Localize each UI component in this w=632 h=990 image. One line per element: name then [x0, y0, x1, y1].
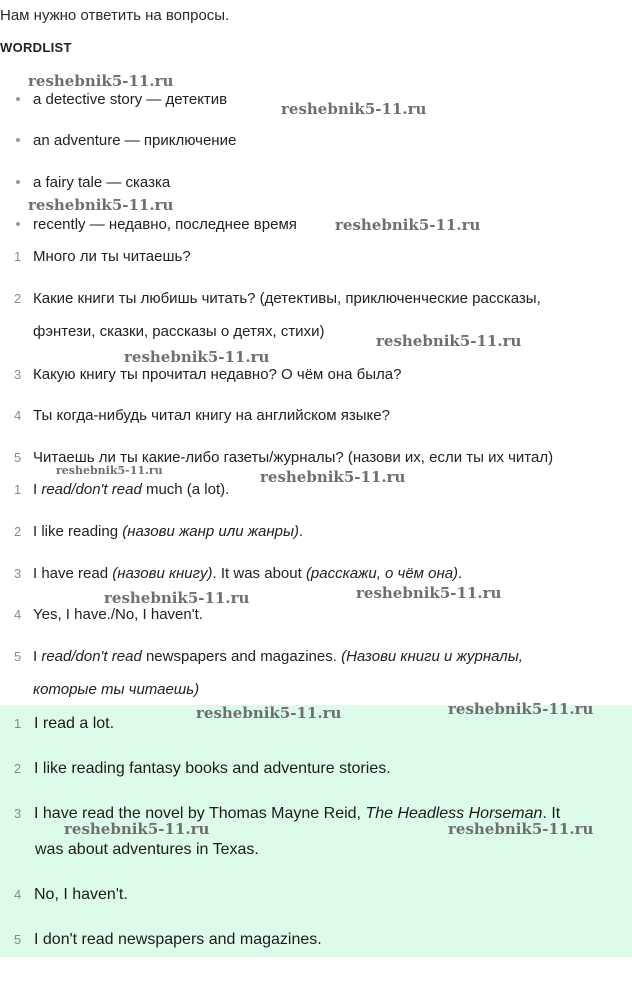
template-item-continuation: которые ты читаешь) [33, 681, 200, 698]
bullet-icon [16, 97, 20, 101]
question-item-continuation: фэнтези, сказки, рассказы о детях, стихи) [33, 323, 325, 340]
watermark: reshebnik5-11.ru [448, 820, 594, 838]
watermark: reshebnik5-11.ru [281, 100, 427, 118]
intro-text: Нам нужно ответить на вопросы. [0, 7, 230, 24]
watermark: reshebnik5-11.ru [376, 332, 522, 350]
watermark: reshebnik5-11.ru [28, 196, 174, 214]
watermark: reshebnik5-11.ru [335, 216, 481, 234]
bullet-icon [16, 222, 20, 226]
watermark: reshebnik5-11.ru [356, 584, 502, 602]
watermark: reshebnik5-11.ru [64, 820, 210, 838]
wordlist-item: an adventure — приключение [16, 132, 236, 149]
watermark: reshebnik5-11.ru [104, 589, 250, 607]
watermark: reshebnik5-11.ru [196, 704, 342, 722]
template-item: 2 I like reading (назови жанр или жанры). [14, 523, 304, 540]
question-item: 1 Много ли ты читаешь? [14, 248, 191, 265]
template-item: 5 I read/don't read newspapers and magazines. (Назови книги и журналы, [14, 648, 523, 665]
wordlist-item: a fairy tale — сказка [16, 174, 170, 191]
answer-item: 1 I read a lot. [14, 715, 115, 732]
wordlist-item: a detective story — детектив [16, 91, 227, 108]
bullet-icon [16, 180, 20, 184]
template-item: 1 I read/don't read much (a lot). [14, 481, 230, 498]
answer-item: 3 I have read the novel by Thomas Mayne Reid, The Headless Horseman. It [14, 805, 561, 822]
answer-item: 4 No, I haven't. [14, 886, 128, 903]
answer-item: 2 I like reading fantasy books and adventure stories. [14, 760, 391, 777]
question-item: 4 Ты когда-нибудь читал книгу на английском языке? [14, 407, 390, 424]
bullet-icon [16, 138, 20, 142]
question-item: 2 Какие книги ты любишь читать? (детективы, приключенческие рассказы, [14, 290, 541, 307]
watermark: reshebnik5-11.ru [56, 464, 163, 477]
question-item: 5 Читаешь ли ты какие-либо газеты/журналы? (назови их, если ты их читал) [14, 449, 554, 466]
wordlist-title: WORDLIST [0, 40, 72, 55]
watermark: reshebnik5-11.ru [260, 468, 406, 486]
wordlist-item: recently — недавно, последнее время [16, 216, 297, 233]
question-item: 3 Какую книгу ты прочитал недавно? О чём она была? [14, 366, 402, 383]
answer-item-continuation: was about adventures in Texas. [35, 841, 259, 858]
watermark: reshebnik5-11.ru [448, 700, 594, 718]
template-item: 4 Yes, I have./No, I haven't. [14, 606, 203, 623]
watermark: reshebnik5-11.ru [124, 348, 270, 366]
answer-item: 5 I don't read newspapers and magazines. [14, 931, 322, 948]
template-item: 3 I have read (назови книгу). It was about (расскажи, о чём она). [14, 565, 463, 582]
watermark: reshebnik5-11.ru [28, 72, 174, 90]
